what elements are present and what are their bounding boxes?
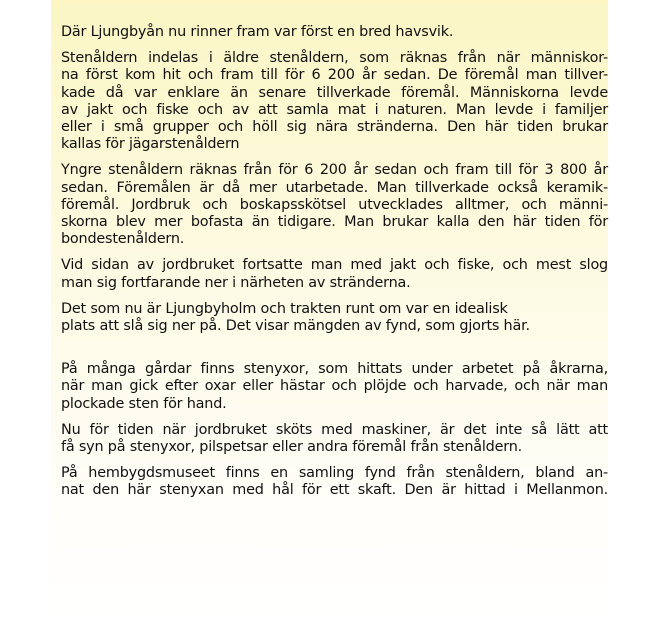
text-line: På många gårdar finns stenyxor, som hittats under arbetet på åkrarna, <box>61 361 608 378</box>
text-line: Vid sidan av jordbruket fortsatte man med jakt och fiske, och mest slog <box>61 257 608 274</box>
text-line: nat den här stenyxan med hål för ett skaft. Den är hittad i Mellanmon. <box>61 482 608 499</box>
text-line: man sig fortfarande ner i närheten av stränderna. <box>61 274 411 291</box>
text-line: På hembygdsmuseet finns en samling fynd från stenåldern, bland an- <box>61 465 608 482</box>
paragraph-gardar-stenyxor <box>61 361 608 413</box>
paragraph-gap <box>61 344 608 361</box>
text-line: föremål. Jordbruk och boskapsskötsel utvecklades alltmer, och männi- <box>61 196 608 213</box>
paragraph-ljungbyholm <box>61 301 608 335</box>
paragraph-havsvik <box>61 24 608 41</box>
text-line: na först kom hit och fram till för 6 200 år sedan. De föremål man tillver- <box>61 67 608 84</box>
text-line: kade då var enklare än senare tillverkade föremål. Människorna levde <box>61 84 608 101</box>
article-text <box>61 24 608 509</box>
text-line: plockade sten för hand. <box>61 395 227 412</box>
paragraph-hembygdsmuseet <box>61 465 608 499</box>
text-line: Där Ljungbyån nu rinner fram var först en bred havsvik. <box>61 24 454 40</box>
text-line: Yngre stenåldern räknas från för 6 200 år sedan och fram till för 3 800 år <box>61 162 608 179</box>
text-line: Stenåldern indelas i äldre stenåldern, som räknas från när människor- <box>61 50 608 67</box>
paragraph-jakt-och-fiske <box>61 257 608 291</box>
paragraph-maskiner <box>61 422 608 456</box>
text-line: Det som nu är Ljungbyholm och trakten runt om var en idealisk <box>61 300 508 317</box>
text-line: av jakt och fiske och av att samla mat i naturen. Man levde i familjer <box>61 101 608 118</box>
paragraph-aldre-stenaldern <box>61 50 608 153</box>
text-line: när man gick efter oxar eller hästar och plöjde och harvade, och när man <box>61 378 608 395</box>
text-line: plats att slå sig ner på. Det visar mängden av fynd, som gjorts här. <box>61 318 530 335</box>
text-line: kallas för jägarstenåldern <box>61 136 240 153</box>
text-line: sedan. Föremålen är då mer utarbetade. Man tillverkade också keramik- <box>61 179 608 196</box>
text-line: Nu för tiden när jordbruket sköts med maskiner, är det inte så lätt att <box>61 421 608 438</box>
text-line: få syn på stenyxor, pilspetsar eller andra föremål från stenåldern. <box>61 439 523 456</box>
text-line: skorna blev mer bofasta än tidigare. Man brukar kalla den här tiden för <box>61 214 608 231</box>
text-line: eller i små grupper och höll sig nära stränderna. Den här tiden brukar <box>61 119 608 136</box>
text-line: bondestenåldern. <box>61 231 185 248</box>
paragraph-yngre-stenaldern <box>61 162 608 248</box>
